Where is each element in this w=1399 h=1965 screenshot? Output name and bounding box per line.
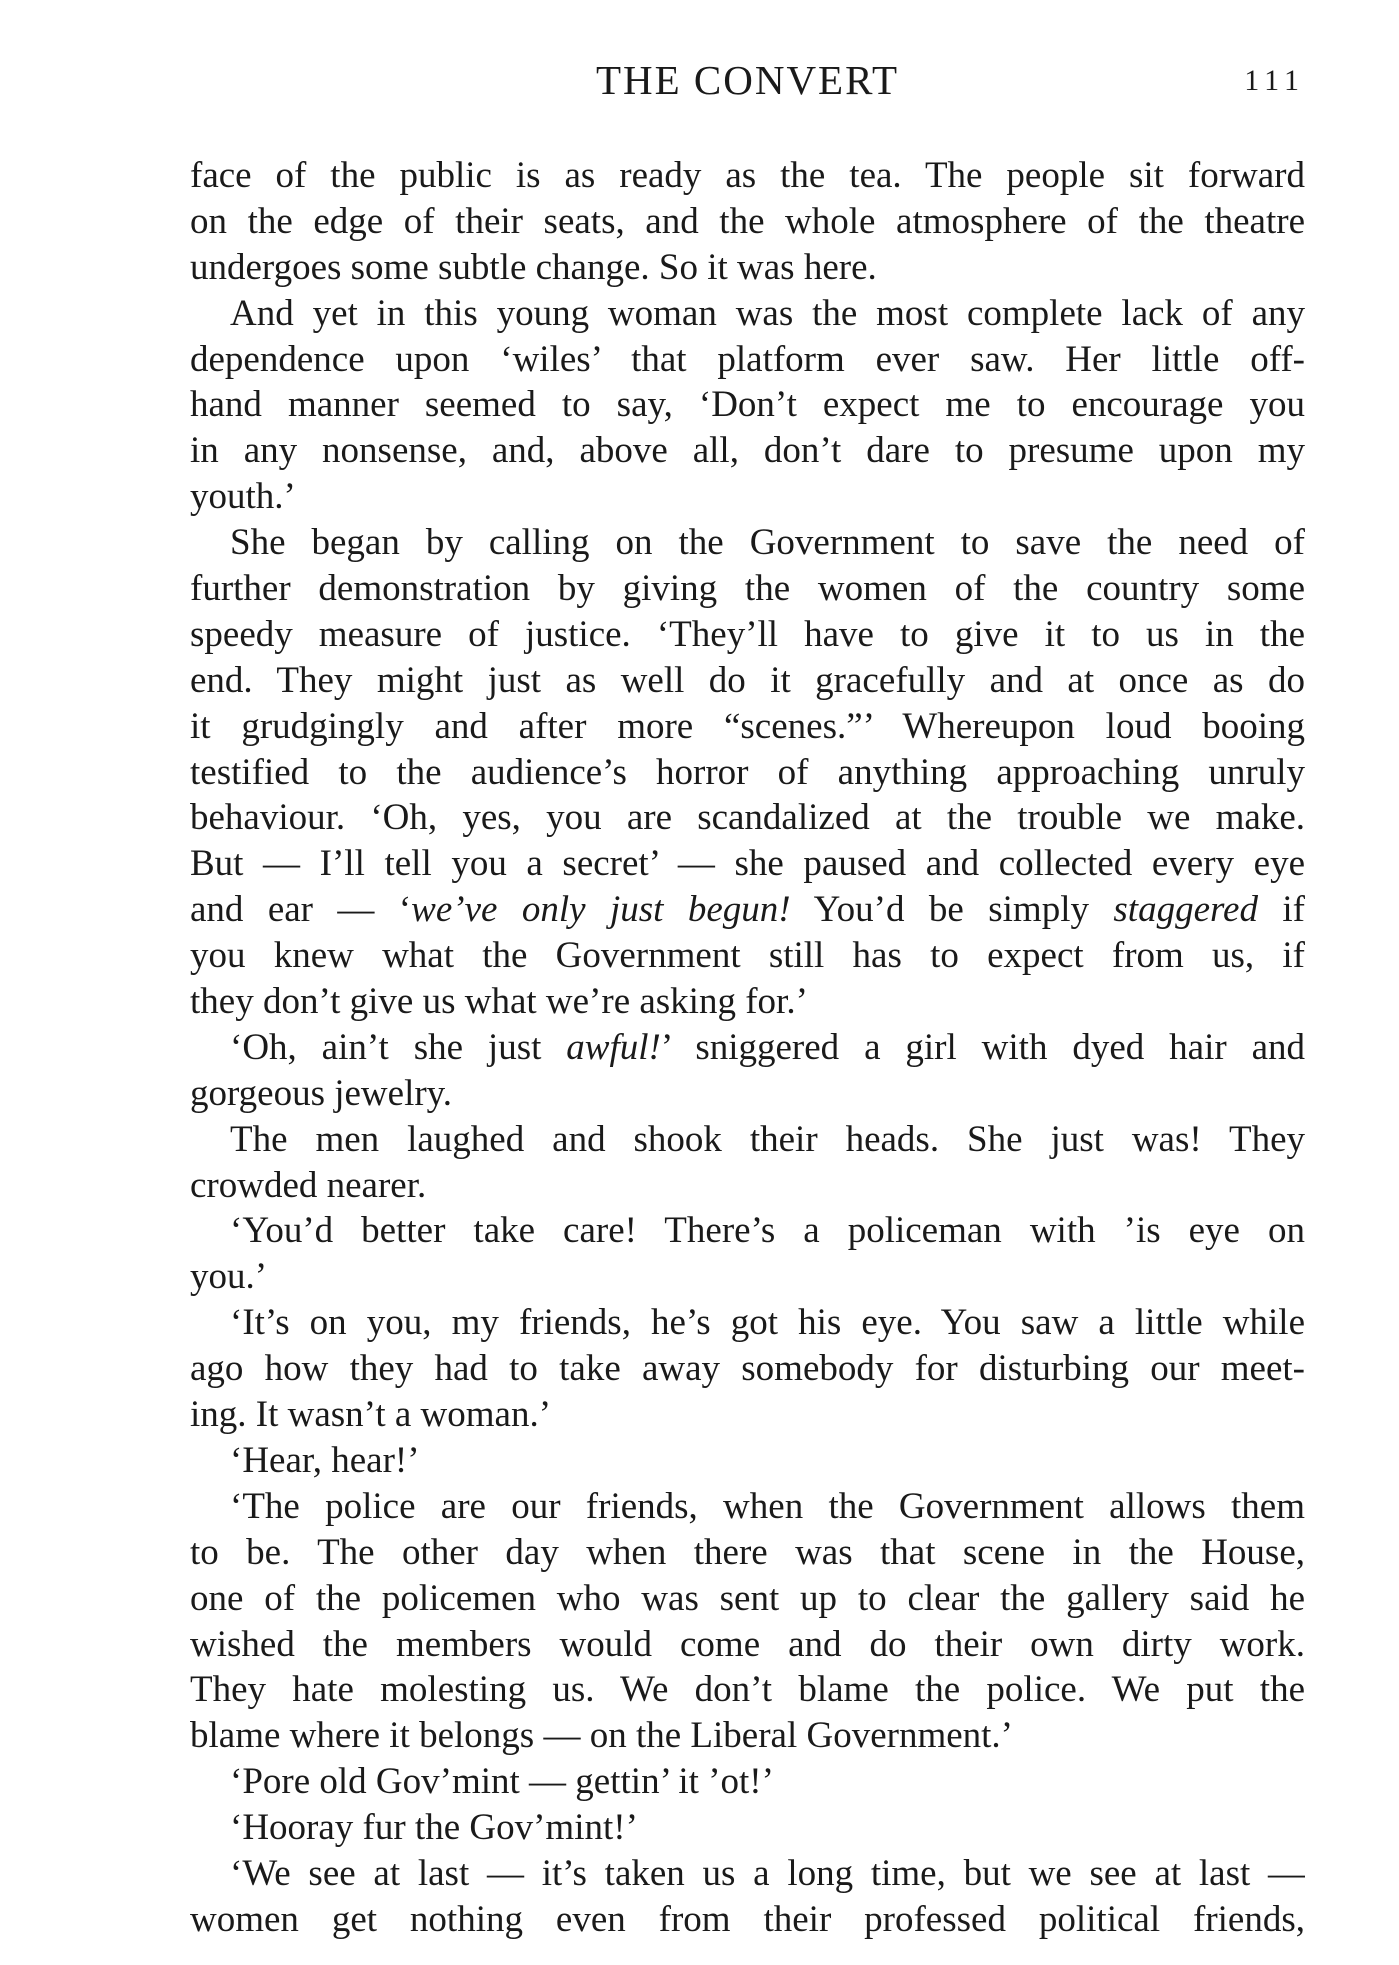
text-line xyxy=(190,1117,1305,1163)
italic-text: awful! xyxy=(566,1026,661,1068)
text-segment: ing. It wasn’t a woman.’ xyxy=(190,1394,552,1436)
text-segment: you knew what the Government still has to expect from us, if xyxy=(190,935,1305,977)
text-segment: youth.’ xyxy=(190,476,296,518)
text-line xyxy=(190,658,1305,704)
text-segment: they don’t give us what we’re asking for.’ xyxy=(190,981,808,1023)
text-segment: wished the members would come and do their own dirty work. xyxy=(190,1623,1305,1665)
text-line xyxy=(190,979,1305,1025)
text-segment: it grudgingly and after more “scenes.”’ Whereupon loud booing xyxy=(190,705,1305,747)
text-line xyxy=(190,1805,1305,1851)
text-segment: ‘You’d better take care! There’s a policeman with ’is eye on xyxy=(230,1210,1305,1252)
text-segment: undergoes some subtle change. So it was here. xyxy=(190,246,877,288)
text-segment: hand manner seemed to say, ‘Don’t expect me to encourage you xyxy=(190,384,1305,426)
text-line xyxy=(190,1851,1305,1897)
text-segment: you.’ xyxy=(190,1256,268,1298)
text-segment: ‘The police are our friends, when the Government allows them xyxy=(230,1485,1305,1527)
text-line xyxy=(190,841,1305,887)
text-segment: one of the policemen who was sent up to clear the gallery said he xyxy=(190,1577,1305,1619)
text-segment: They hate molesting us. We don’t blame the police. We put the xyxy=(190,1669,1305,1711)
text-segment: But — I’ll tell you a secret’ — she paused and collected every eye xyxy=(190,843,1305,885)
text-segment: behaviour. ‘Oh, yes, you are scandalized at the trouble we make. xyxy=(190,797,1305,839)
text-line xyxy=(190,1208,1305,1254)
text-line xyxy=(190,1254,1305,1300)
text-line xyxy=(190,428,1305,474)
text-line xyxy=(190,153,1305,199)
text-line xyxy=(190,704,1305,750)
text-line xyxy=(190,1392,1305,1438)
text-segment: and ear — ‘ xyxy=(190,889,412,931)
text-segment: in any nonsense, and, above all, don’t dare to presume upon my xyxy=(190,430,1305,472)
text-segment: on the edge of their seats, and the whole atmosphere of the theatre xyxy=(190,200,1305,242)
text-segment: You’d be simply xyxy=(790,889,1114,931)
text-segment: ‘Oh, ain’t she just xyxy=(230,1026,567,1068)
text-line xyxy=(190,1163,1305,1209)
text-segment: And yet in this young woman was the most complete lack of any xyxy=(230,292,1305,334)
body-text xyxy=(190,153,1305,1943)
running-title: THE CONVERT xyxy=(595,57,900,103)
text-line xyxy=(190,1071,1305,1117)
text-line xyxy=(190,1484,1305,1530)
text-line xyxy=(190,750,1305,796)
text-line xyxy=(190,887,1305,933)
text-segment: if xyxy=(1257,889,1305,931)
text-segment: blame where it belongs — on the Liberal Government.’ xyxy=(190,1715,1013,1757)
text-segment: gorgeous jewelry. xyxy=(190,1072,453,1114)
page-number: 111 xyxy=(1244,64,1305,97)
text-segment: face of the public is as ready as the tea. The people sit forward xyxy=(190,155,1305,196)
text-line xyxy=(190,382,1305,428)
text-line xyxy=(190,933,1305,979)
text-segment: women get nothing even from their professed political friends, xyxy=(190,1898,1305,1940)
text-segment: dependence upon ‘wiles’ that platform ever saw. Her little off- xyxy=(190,338,1305,380)
text-line xyxy=(190,1622,1305,1668)
text-line xyxy=(190,1346,1305,1392)
text-line xyxy=(190,1438,1305,1484)
text-segment: further demonstration by giving the women of the country some xyxy=(190,568,1305,610)
text-line xyxy=(190,795,1305,841)
text-line xyxy=(190,520,1305,566)
italic-text: we’ve only just begun! xyxy=(411,889,791,931)
text-line xyxy=(190,1897,1305,1943)
text-segment: ‘Hear, hear!’ xyxy=(230,1439,420,1481)
text-line xyxy=(190,337,1305,383)
text-segment: ago how they had to take away somebody for disturbing our meet- xyxy=(190,1348,1305,1390)
text-segment: to be. The other day when there was that scene in the House, xyxy=(190,1531,1305,1573)
text-line xyxy=(190,1530,1305,1576)
text-line xyxy=(190,474,1305,520)
text-line xyxy=(190,291,1305,337)
text-line xyxy=(190,1025,1305,1071)
text-line xyxy=(190,1300,1305,1346)
text-segment: ‘It’s on you, my friends, he’s got his eye. You saw a little while xyxy=(230,1302,1305,1344)
text-line xyxy=(190,1713,1305,1759)
text-segment: ‘Hooray fur the Gov’mint!’ xyxy=(230,1807,638,1849)
text-line xyxy=(190,612,1305,658)
text-segment: end. They might just as well do it gracefully and at once as do xyxy=(190,659,1305,701)
text-segment: ‘Pore old Gov’mint — gettin’ it ’ot!’ xyxy=(230,1761,774,1803)
text-line xyxy=(190,199,1305,245)
italic-text: staggered xyxy=(1113,889,1258,931)
text-line xyxy=(190,566,1305,612)
text-line xyxy=(190,1759,1305,1805)
text-segment: testified to the audience’s horror of anything approaching unruly xyxy=(190,751,1305,793)
text-segment: ‘We see at last — it’s taken us a long time, but we see at last — xyxy=(230,1852,1305,1894)
text-segment: speedy measure of justice. ‘They’ll have to give it to us in the xyxy=(190,613,1305,655)
text-segment: She began by calling on the Government to save the need of xyxy=(230,522,1305,564)
text-segment: ’ sniggered a girl with dyed hair and xyxy=(660,1026,1305,1068)
text-line xyxy=(190,245,1305,291)
text-segment: The men laughed and shook their heads. She just was! They xyxy=(230,1118,1305,1160)
running-head xyxy=(190,56,1305,106)
text-line xyxy=(190,1576,1305,1622)
text-line xyxy=(190,1667,1305,1713)
text-segment: crowded nearer. xyxy=(190,1164,427,1206)
